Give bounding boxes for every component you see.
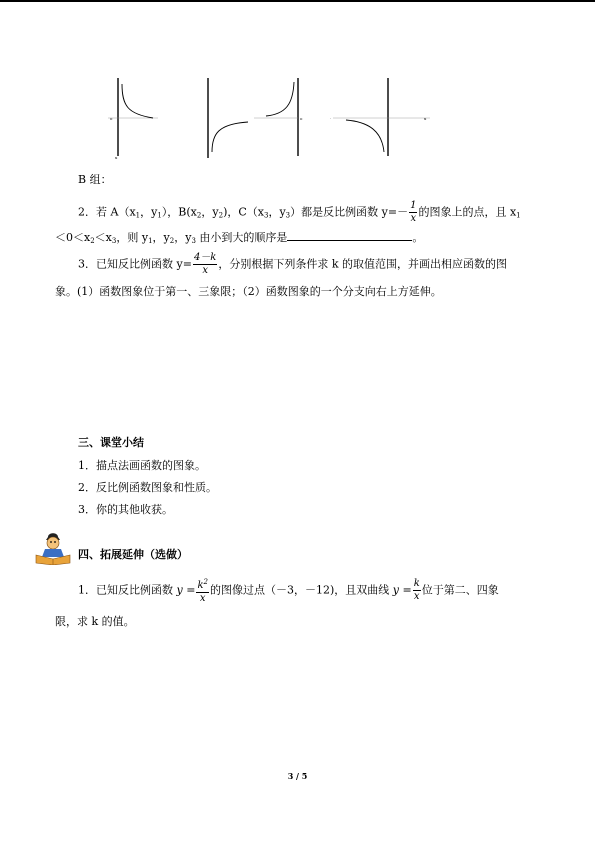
hyperbola-graphs-figure bbox=[108, 76, 430, 160]
fraction-k-over-x: $\frac{k}{x}$ bbox=[413, 578, 420, 602]
svg-text:o: o bbox=[110, 116, 113, 121]
page-top-rule bbox=[0, 0, 595, 2]
extension-question-1-line-2: 限，求 k 的值。 bbox=[55, 615, 135, 628]
summary-item-3: 3．你的其他收获。 bbox=[78, 503, 173, 516]
fraction-k-squared-over-x: $\frac{k^2}{x}$ bbox=[197, 578, 208, 604]
graph-2 bbox=[208, 78, 248, 158]
fraction-1-over-x: $\frac{1}{x}$ bbox=[410, 200, 417, 224]
group-b-label: B 组： bbox=[78, 173, 112, 186]
answer-blank bbox=[287, 230, 412, 241]
graph-1 bbox=[108, 78, 158, 160]
question-2-line-1: 2．若 $A(x_1$，$y_1$），$B(x_2$，$y_2$)，$C(x_3$，$y_3$）都是反比例函数 y=－ $\frac{1}{x}$ 的图象上的点，且 $x_1$ bbox=[78, 200, 521, 224]
question-3-line-1: 3．已知反比例函数 y= $\frac{4-k}{x}$ ，分别根据下列条件求 k 的取值范围，并画出相应函数的图 bbox=[78, 252, 508, 276]
question-2-line-2: $<0<x_2<x_3$，则 $y_1$，$y_2$，$y_3$ 由小到大的顺序是 。 bbox=[55, 231, 424, 245]
graph-4 bbox=[330, 78, 430, 156]
fraction-4-minus-k-over-x: $\frac{4-k}{x}$ bbox=[193, 252, 217, 276]
summary-item-1: 1．描点法画函数的图象。 bbox=[78, 459, 206, 472]
question-3-line-2: 象。(1）函数图象位于第一、三象限；（2）函数图象的一个分支向右上方延伸。 bbox=[55, 285, 442, 298]
reading-student-icon bbox=[34, 531, 72, 565]
graph-3 bbox=[254, 78, 303, 156]
summary-item-2: 2．反比例函数图象和性质。 bbox=[78, 481, 217, 494]
extension-heading: 四、拓展延伸（选做） bbox=[78, 548, 188, 561]
page-number: 3 / 5 bbox=[287, 771, 308, 781]
svg-text:x: x bbox=[424, 116, 427, 121]
svg-text:·: · bbox=[330, 116, 332, 121]
extension-question-1-line-1: 1．已知反比例函数 y = $\frac{k^2}{x}$ 的图像过点（－3，－12)，且双曲线 y = $\frac{k}{x}$ 位于第二、四象 bbox=[78, 578, 499, 604]
svg-text:x: x bbox=[115, 155, 118, 160]
summary-heading: 三、课堂小结 bbox=[78, 436, 144, 449]
svg-text:o: o bbox=[300, 116, 303, 121]
